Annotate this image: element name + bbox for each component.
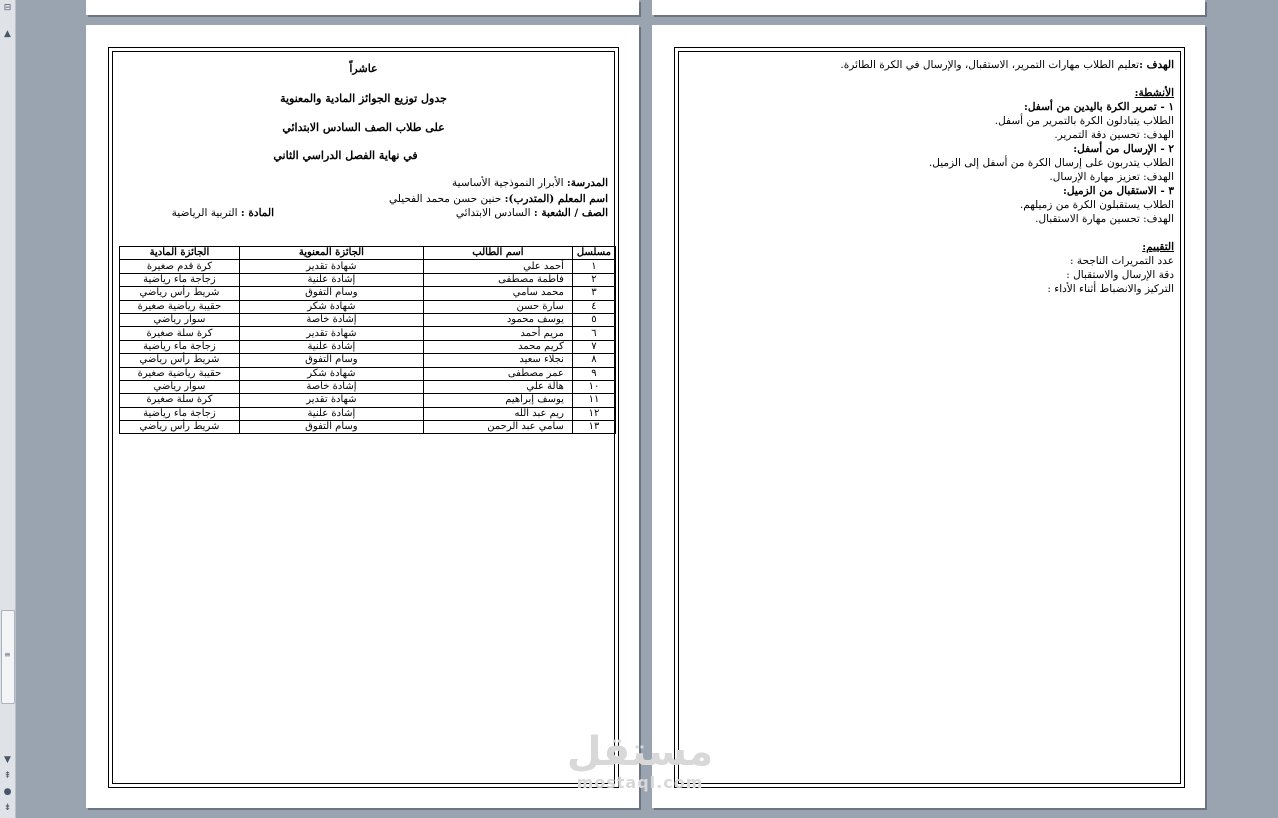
table-row [120, 260, 616, 273]
cell-moral-award: إشادة خاصة [239, 380, 423, 393]
header-material-award: الجائزة المادية [120, 247, 240, 260]
page-content[interactable] [113, 52, 614, 783]
activities-heading: الأنشطة: [1134, 87, 1174, 99]
cell-material-award: شريط رأس رياضي [120, 354, 240, 367]
cell-material-award: زجاجة ماء رياضية [120, 273, 240, 286]
previous-page-icon[interactable]: ⇞ [3, 771, 12, 781]
watermark-logo [565, 730, 715, 800]
watermark-latin: mostaql.com [576, 773, 704, 792]
evaluation-item-1: عدد التمريرات الناجحة : [1069, 255, 1174, 267]
cell-serial: ٨ [572, 354, 615, 367]
cell-moral-award: وسام التفوق [239, 287, 423, 300]
vertical-scrollbar[interactable] [0, 0, 16, 818]
cell-material-award: كرة سلة صغيرة [120, 327, 240, 340]
table-row [120, 394, 616, 407]
cell-serial: ٦ [572, 327, 615, 340]
watermark-arabic: مستقل [566, 729, 714, 775]
page-border-inner [112, 51, 615, 784]
page-border-inner [678, 51, 1181, 784]
subject-value: التربية الرياضية [171, 207, 238, 219]
cell-serial: ١ [572, 260, 615, 273]
cell-student-name: هالة علي [423, 380, 572, 393]
activity-2-title: ٢ - الإرسال من أسفل: [1073, 143, 1174, 155]
school-value: الأبرار النموذجية الأساسية [452, 177, 564, 189]
document-page-awards[interactable] [86, 25, 639, 808]
class-value: السادس الابتدائي [455, 207, 531, 219]
teacher-label: اسم المعلم (المتدرب): [504, 193, 608, 205]
grip-icon: ≡ [4, 650, 11, 659]
doc-title-line-3: في نهاية الفصل الدراسي الثاني [273, 149, 418, 162]
cell-material-award: سوار رياضي [120, 313, 240, 326]
subject-label: المادة : [240, 207, 274, 219]
cell-material-award: زجاجة ماء رياضية [120, 407, 240, 420]
table-header-row [120, 247, 616, 260]
cell-moral-award: إشادة خاصة [239, 313, 423, 326]
table-row [120, 340, 616, 353]
previous-page-edge-right [652, 0, 1205, 15]
previous-page-edge-left [86, 0, 639, 15]
teacher-value: حنين حسن محمد الفحيلي [389, 193, 502, 205]
doc-title-line-2: على طلاب الصف السادس الابتدائي [282, 121, 445, 134]
cell-material-award: شريط رأس رياضي [120, 421, 240, 434]
activity-2-description: الطلاب يتدربون على إرسال الكرة من أسفل إلى الزميل. [928, 157, 1174, 169]
cell-moral-award: شهادة تقدير [239, 260, 423, 273]
cell-moral-award: وسام التفوق [239, 421, 423, 434]
cell-moral-award: إشادة علنية [239, 340, 423, 353]
goal-label: الهدف : [1139, 59, 1174, 71]
cell-student-name: عمر مصطفى [423, 367, 572, 380]
evaluation-item-3: التركيز والانضباط أثناء الأداء : [1047, 283, 1174, 295]
cell-serial: ٧ [572, 340, 615, 353]
cell-moral-award: وسام التفوق [239, 354, 423, 367]
cell-moral-award: إشادة علنية [239, 273, 423, 286]
cell-serial: ١١ [572, 394, 615, 407]
activity-1-title: ١ - تمرير الكرة باليدين من أسفل: [1023, 101, 1174, 113]
scroll-down-icon[interactable]: ▼ [4, 755, 11, 765]
cell-material-award: سوار رياضي [120, 380, 240, 393]
document-page-lesson[interactable] [652, 25, 1205, 808]
goal-line [840, 59, 1174, 71]
cell-moral-award: شهادة شكر [239, 300, 423, 313]
cell-material-award: حقيبة رياضية صغيرة [120, 300, 240, 313]
activity-3-title: ٣ - الاستقبال من الزميل: [1063, 185, 1174, 197]
table-row [120, 367, 616, 380]
activity-1-goal: الهدف: تحسين دقة التمرير. [1054, 129, 1174, 141]
table-row [120, 421, 616, 434]
table-row [120, 300, 616, 313]
table-row [120, 287, 616, 300]
page-border [674, 47, 1185, 788]
cell-moral-award: شهادة شكر [239, 367, 423, 380]
cell-serial: ٥ [572, 313, 615, 326]
cell-student-name: فاطمة مصطفى [423, 273, 572, 286]
scroll-up-icon[interactable]: ▲ [4, 29, 11, 39]
page-content[interactable] [679, 52, 1180, 783]
cell-serial: ١٠ [572, 380, 615, 393]
cell-student-name: سامي عبد الرحمن [423, 421, 572, 434]
cell-student-name: يوسف محمود [423, 313, 572, 326]
table-row [120, 273, 616, 286]
cell-student-name: مريم أحمد [423, 327, 572, 340]
activity-3-goal: الهدف: تحسين مهارة الاستقبال. [1035, 213, 1174, 225]
class-label: الصف / الشعبة : [533, 207, 608, 219]
header-student-name: اسم الطالب [423, 247, 572, 260]
section-heading: عاشراً [349, 62, 378, 75]
page-border [108, 47, 619, 788]
table-row [120, 327, 616, 340]
cell-student-name: سارة حسن [423, 300, 572, 313]
cell-student-name: كريم محمد [423, 340, 572, 353]
cell-serial: ١٣ [572, 421, 615, 434]
table-row [120, 354, 616, 367]
cell-moral-award: إشادة علنية [239, 407, 423, 420]
cell-serial: ١٢ [572, 407, 615, 420]
cell-student-name: يوسف إبراهيم [423, 394, 572, 407]
activity-2-goal: الهدف: تعزيز مهارة الإرسال. [1049, 171, 1174, 183]
cell-student-name: ريم عبد الله [423, 407, 572, 420]
cell-material-award: شريط رأس رياضي [120, 287, 240, 300]
next-page-icon[interactable]: ⇟ [3, 803, 12, 813]
table-row [120, 313, 616, 326]
school-line [452, 177, 608, 189]
cell-material-award: كرة قدم صغيرة [120, 260, 240, 273]
subject-line [172, 207, 274, 219]
cell-student-name: محمد سامي [423, 287, 572, 300]
goal-text: تعليم الطلاب مهارات التمرير، الاستقبال، والإرسال في الكرة الطائرة. [840, 59, 1140, 71]
teacher-line [389, 193, 608, 205]
cell-moral-award: شهادة تقدير [239, 327, 423, 340]
activity-1-description: الطلاب يتبادلون الكرة بالتمرير من أسفل. [994, 115, 1174, 127]
table-row [120, 380, 616, 393]
cell-material-award: حقيبة رياضية صغيرة [120, 367, 240, 380]
cell-material-award: زجاجة ماء رياضية [120, 340, 240, 353]
evaluation-heading: التقييم: [1142, 241, 1174, 253]
header-serial: مسلسل [572, 247, 615, 260]
class-line [456, 207, 608, 219]
cell-student-name: نجلاء سعيد [423, 354, 572, 367]
school-label: المدرسة: [566, 177, 608, 189]
header-moral-award: الجائزة المعنوية [239, 247, 423, 260]
cell-serial: ٤ [572, 300, 615, 313]
browse-object-icon[interactable]: ● [3, 787, 12, 797]
cell-serial: ٣ [572, 287, 615, 300]
doc-title-line-1: جدول توزيع الجوائز المادية والمعنوية [280, 92, 447, 105]
split-view-icon[interactable]: ⊟ [3, 3, 12, 13]
activity-3-description: الطلاب يستقبلون الكرة من زميلهم. [1019, 199, 1174, 211]
cell-serial: ٢ [572, 273, 615, 286]
scroll-thumb[interactable] [1, 610, 15, 704]
table-row [120, 407, 616, 420]
evaluation-item-2: دقة الإرسال والاستقبال : [1066, 269, 1174, 281]
cell-student-name: أحمد علي [423, 260, 572, 273]
cell-serial: ٩ [572, 367, 615, 380]
cell-moral-award: شهادة تقدير [239, 394, 423, 407]
cell-material-award: كرة سلة صغيرة [120, 394, 240, 407]
awards-table [119, 246, 616, 434]
